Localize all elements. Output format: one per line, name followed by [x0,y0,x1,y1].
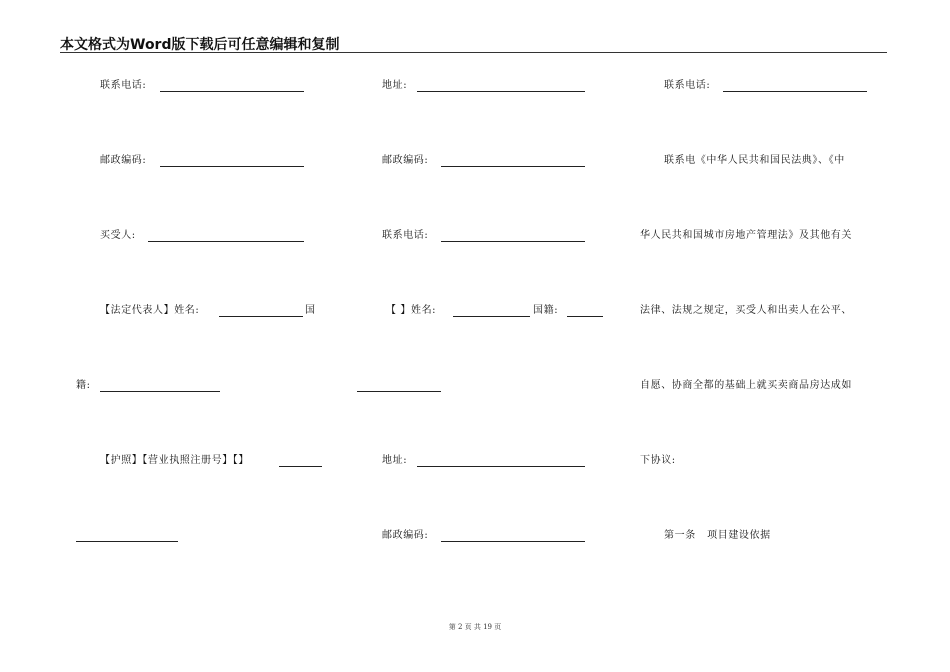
col1-legal-rep-name-field[interactable] [219,316,303,317]
col2-contact-phone-field[interactable] [441,241,585,242]
col1-nationality-field[interactable] [100,391,220,392]
col2-address2-field[interactable] [417,466,585,467]
col3-paragraph-line-2: 华人民共和国城市房地产管理法》及其他有关 [640,230,852,241]
col1-buyer-label: 买受人: [100,230,136,241]
col2-nationality-label: 国籍: [533,305,559,316]
col1-id-docs-field-b[interactable] [76,541,178,542]
col2-name-field[interactable] [453,316,530,317]
col2-postal-code2-field[interactable] [441,541,585,542]
col3-contact-phone-field[interactable] [723,91,867,92]
col1-contact-phone-label: 联系电话: [100,80,147,91]
col2-postal-code2-label: 邮政编码: [382,530,429,541]
col3-paragraph-line-1: 联系电《中华人民共和国民法典》、《中 [664,155,845,166]
col1-buyer-field[interactable] [148,241,304,242]
col1-id-docs-label: 【护照】【营业执照注册号】【】 [100,455,249,466]
col1-id-docs-field-a[interactable] [279,466,322,467]
page-footer: 第 2 页 共 19 页 [448,623,502,631]
col2-address2-label: 地址: [382,455,408,466]
col2-nationality-field[interactable] [567,316,603,317]
col3-contact-phone-label: 联系电话: [664,80,711,91]
col3-paragraph-line-3: 法律、法规之规定，买受人和出卖人在公平、 [640,305,852,316]
col1-contact-phone-field[interactable] [160,91,304,92]
col3-paragraph-line-4: 自愿、协商全都的基础上就买卖商品房达成如 [640,380,852,391]
col2-address-label: 地址: [382,80,408,91]
col3-article-heading: 第一条 项目建设依据 [664,530,771,541]
col1-legal-rep-name-label: 【法定代表人】姓名: [100,305,200,316]
col3-paragraph-line-5: 下协议: [640,455,676,466]
col1-nationality-label-b: 籍: [76,380,91,391]
col2-postal-code-field[interactable] [441,166,585,167]
col2-nationality-field-b[interactable] [357,391,441,392]
col1-nationality-label-a: 国 [305,305,316,316]
col2-address-field[interactable] [417,91,585,92]
col1-postal-code-field[interactable] [160,166,304,167]
col2-postal-code-label: 邮政编码: [382,155,429,166]
document-header: 本文格式为Word版下载后可任意编辑和复制 [60,37,340,53]
col2-bracket-name-label: 【 】姓名: [386,305,437,316]
col2-contact-phone-label: 联系电话: [382,230,429,241]
col1-postal-code-label: 邮政编码: [100,155,147,166]
header-divider [60,52,887,53]
